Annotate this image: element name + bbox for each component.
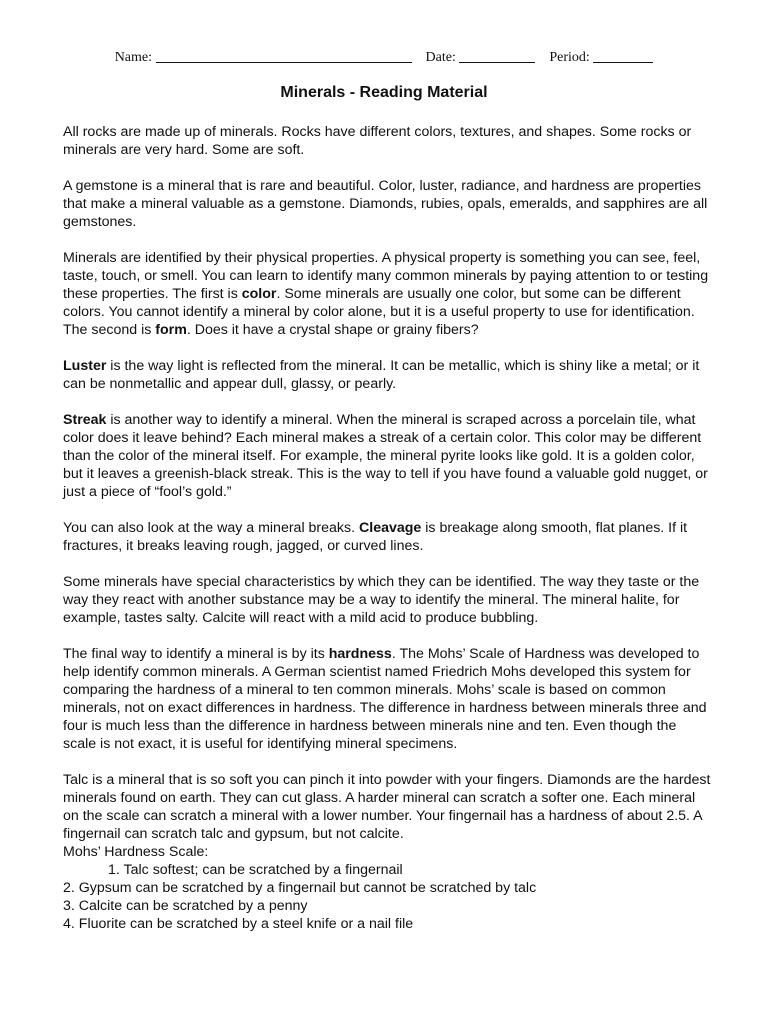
scale-item: 3. Calcite can be scratched by a penny	[63, 898, 308, 914]
term-hardness: hardness	[328, 646, 392, 662]
scale-item: 2. Gypsum can be scratched by a fingernail but cannot be scratched by talc	[63, 880, 537, 896]
paragraph-luster: Luster is the way light is reflected from the mineral. It can be metallic, which is shiny like a metal; or it can be nonmetallic and appear dull, glassy, or pearly.	[63, 358, 700, 392]
paragraph-hardness: The final way to identify a mineral is by its hardness. The Mohs’ Scale of Hardness was developed to help identify common minerals. A German scientist named Friedrich Mohs developed this system for comparing the hardness of a mineral to ten common minerals. Mohs’ scale is based on common minerals, not on exact differences in hardness. The difference in hardness between minerals three and four is much less than the difference in hardness between minerals nine and ten. Even though the scale is not exact, it is useful for identifying mineral specimens.	[63, 646, 707, 752]
paragraph-cleavage: You can also look at the way a mineral breaks. Cleavage is breakage along smooth, flat planes. If it fractures, it breaks leaving rough, jagged, or curved lines.	[63, 520, 688, 554]
term-cleavage: Cleavage	[359, 520, 422, 536]
date-field[interactable]	[459, 48, 535, 63]
paragraph-physical-properties: Minerals are identified by their physical properties. A physical property is something you can see, feel, taste, touch, or smell. You can learn to identify many common minerals by paying attention to or testing these properties. The first is color. Some minerals are usually one color, but some can be different colors. You cannot identify a mineral by color alone, but it is a useful property to use for identification. The second is form. Does it have a crystal shape or grainy fibers?	[63, 250, 709, 338]
name-field[interactable]	[156, 48, 412, 63]
paragraph-gemstones: A gemstone is a mineral that is rare and beautiful. Color, luster, radiance, and hardness are properties that make a mineral valuable as a gemstone. Diamonds, rubies, opals, emeralds, and sapphires are all gemstones.	[63, 178, 708, 230]
student-info-header	[0, 48, 768, 66]
term-color: color	[241, 286, 277, 302]
date-label: Date:	[425, 50, 456, 65]
scale-item: 1. Talc softest; can be scratched by a fingernail	[108, 862, 403, 878]
paragraph-rocks: All rocks are made up of minerals. Rocks have different colors, textures, and shapes. Some rocks or minerals are very hard. Some are soft.	[63, 124, 692, 158]
page-title: Minerals - Reading Material	[280, 84, 488, 101]
paragraph-special-characteristics: Some minerals have special characteristics by which they can be identified. The way they taste or the way they react with another substance may be a way to identify the mineral. The mineral halite, for example, tastes salty. Calcite will react with a mild acid to produce bubbling.	[63, 574, 700, 626]
scale-item: 4. Fluorite can be scratched by a steel knife or a nail file	[63, 916, 414, 932]
term-form: form	[155, 322, 187, 338]
term-streak: Streak	[63, 412, 107, 428]
paragraph-streak: Streak is another way to identify a mineral. When the mineral is scraped across a porcelain tile, what color does it leave behind? Each mineral makes a streak of a certain color. This color may be different than the color of the mineral itself. For example, the mineral pyrite looks like gold. It is a golden color, but it leaves a greenish-black streak. This is the way to tell if you have found a valuable gold nugget, or just a piece of “fool’s gold.”	[63, 412, 708, 500]
period-label: Period:	[549, 50, 590, 65]
reading-body	[63, 123, 713, 933]
term-luster: Luster	[63, 358, 107, 374]
paragraph-talc: Talc is a mineral that is so soft you can pinch it into powder with your fingers. Diamonds are the hardest minerals found on earth. They can cut glass. A harder mineral can scratch a softer one. Each mineral on the scale can scratch a mineral with a lower number. Your fingernail has a hardness of about 2.5. A fingernail can scratch talc and gypsum, but not calcite.	[63, 772, 711, 842]
period-field[interactable]	[593, 48, 653, 63]
scale-heading: Mohs’ Hardness Scale:	[63, 844, 209, 860]
name-label: Name:	[114, 50, 153, 65]
